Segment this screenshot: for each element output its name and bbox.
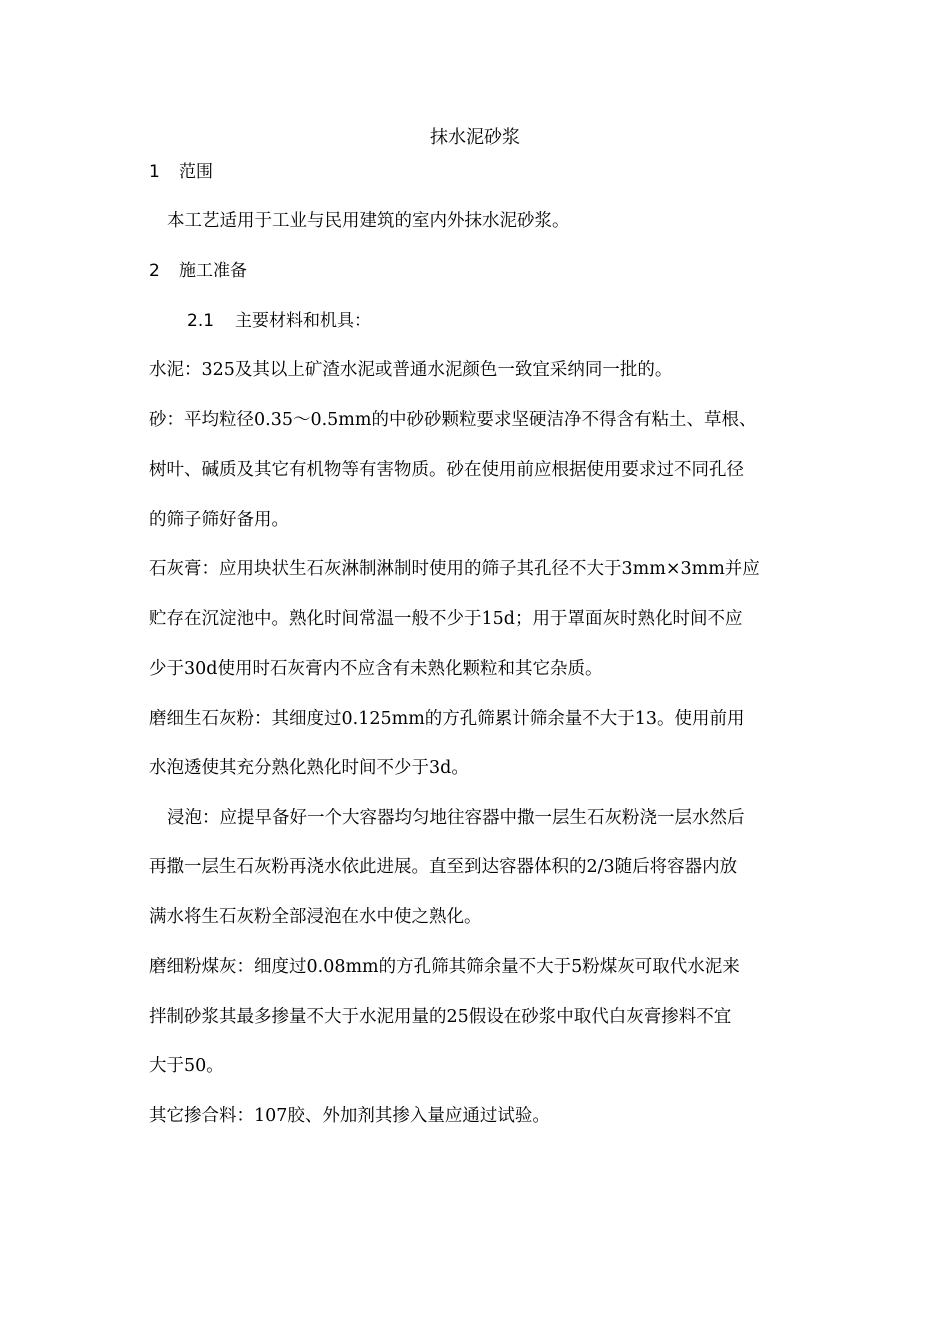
paragraph-line: 少于30d使用时石灰膏内不应含有未熟化颗粒和其它杂质。 [149,659,603,679]
paragraph-line: 砂：平均粒径0.35～0.5mm的中砂砂颗粒要求坚硬洁净不得含有粘土、草根、 [149,410,757,430]
section-2-heading [149,257,247,285]
section-1-title: 范围 [179,162,213,182]
paragraph-line: 大于50。 [149,1056,224,1076]
paragraph-line: 的筛子筛好备用。 [149,510,289,530]
paragraph-line: 本工艺适用于工业与民用建筑的室内外抹水泥砂浆。 [167,211,570,231]
paragraph-line: 石灰膏：应用块状生石灰淋制淋制时使用的筛子其孔径不大于3mm×3mm并应 [149,559,760,579]
subsection-2-1-title: 主要材料和机具： [235,311,371,331]
subsection-2-1-heading [187,307,371,335]
section-1-heading [149,158,213,186]
paragraph-line: 水泥：325及其以上矿渣水泥或普通水泥颜色一致宜采纳同一批的。 [149,360,673,380]
paragraph-line: 磨细生石灰粉：其细度过0.125mm的方孔筛累计筛余量不大于13。使用前用 [149,709,745,729]
paragraph-line: 水泡透使其充分熟化熟化时间不少于3d。 [149,758,469,778]
paragraph-line: 拌制砂浆其最多掺量不大于水泥用量的25假设在砂浆中取代白灰膏掺料不宜 [149,1007,732,1027]
section-2-title: 施工准备 [179,261,247,281]
section-1-number: 1 [149,162,160,182]
subsection-2-1-number: 2.1 [187,311,215,331]
paragraph-line: 其它掺合料：107胶、外加剂其掺入量应通过试验。 [149,1106,550,1126]
paragraph-line: 浸泡：应提早备好一个大容器均匀地往容器中撒一层生石灰粉浇一层水然后 [167,808,745,828]
paragraph-line: 满水将生石灰粉全部浸泡在水中使之熟化。 [149,907,482,927]
paragraph-line: 再撒一层生石灰粉再浇水依此进展。直至到达容器体积的2/3随后将容器内放 [149,857,738,877]
paragraph-line: 磨细粉煤灰：细度过0.08mm的方孔筛其筛余量不大于5粉煤灰可取代水泥来 [149,957,740,977]
document-title: 抹水泥砂浆 [430,127,520,148]
paragraph-line: 树叶、碱质及其它有机物等有害物质。砂在使用前应根据使用要求过不同孔径 [149,460,744,480]
section-2-number: 2 [149,261,160,281]
paragraph-line: 贮存在沉淀池中。熟化时间常温一般不少于15d；用于罩面灰时熟化时间不应 [149,609,743,629]
